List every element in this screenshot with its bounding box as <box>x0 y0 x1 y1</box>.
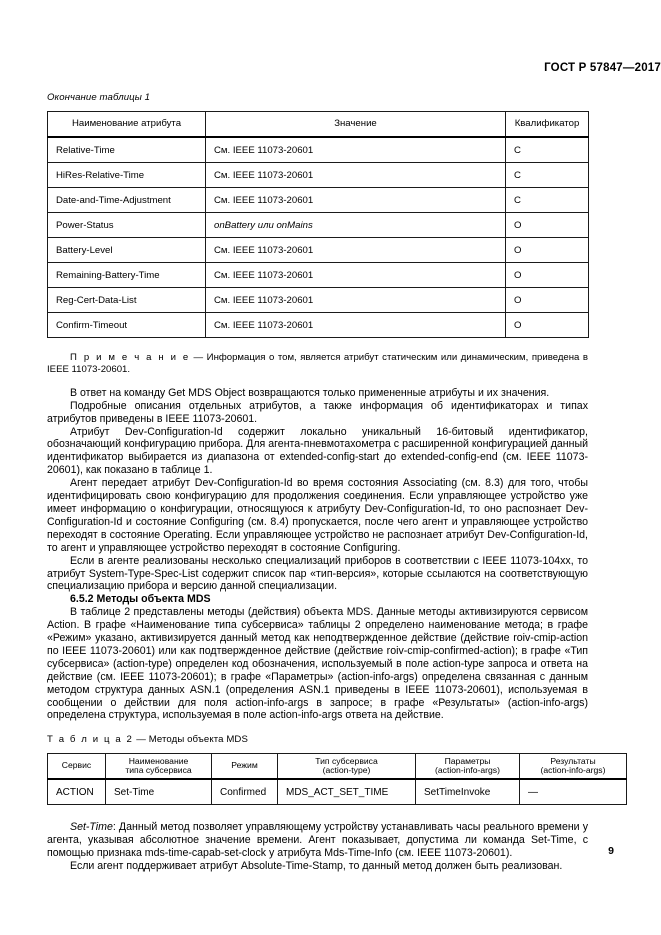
cell-attribute-value: onBattery или onMains <box>206 213 506 238</box>
table1-note <box>47 352 588 377</box>
paragraph-table2-description: В таблице 2 представлены методы (действия) объекта MDS. Данные методы активизируются сервисом Action. В графе «Наименование типа субсервиса» таблицы 2 определено наименование метода; в графе «Режим» указано, активизируется данный метод как неподтвержденное действие (действие roiv-cmip-action по IEEE 11073-20601) или как подтвержденное действие (действие roiv-cmip-confirmed-action); в графе «Тип субсервиса» (action-type) определен код обозначения, используемый в поле action-type запроса и ответа на действие (см. IEEE 11073-20601); в графе «Параметры» (action-info-args) определена связанная с данным методом структура данных ASN.1 (определения ASN.1 приведены в IEEE 11073-20601), используемая в сообщении о действии для поля action-info-args в запросе; в графе «Результаты» (action-info-args) определена структура, используемая в поле action-info-args ответа на действие. <box>47 606 588 722</box>
cell-attribute-qualifier: O <box>506 288 589 313</box>
cell-attribute-value: См. IEEE 11073-20601 <box>206 163 506 188</box>
cell-attribute-name: Confirm-Timeout <box>48 313 206 338</box>
table2-header-cell-3: Тип субсервиса (action-type) <box>278 754 416 780</box>
table-row <box>48 313 589 338</box>
table1-header-qualifier: Квалификатор <box>506 112 589 138</box>
table-row <box>48 779 627 805</box>
cell-attribute-value: См. IEEE 11073-20601 <box>206 238 506 263</box>
cell-attribute-qualifier: C <box>506 137 589 163</box>
table2-caption-text: — Методы объекта MDS <box>136 734 248 746</box>
set-time-text: : Данный метод позволяет управляющему устройству устанавливать часы реального времени у агента, указывая абсолютное значение времени. Агент показывает, допустима ли команда Set-Time, с помощью признака mds-time-capab-set-clock у атрибута Mds-Time-Info (см. IEEE 11073-20601). <box>47 821 588 860</box>
table2-header-cell-2: Режим <box>212 754 278 780</box>
paragraph-system-type-spec-list: Если в агенте реализованы несколько специализаций приборов в соответствии с IEEE 11073-104xx, то атрибут System-Type-Spec-List содержит список пар «тип-версия», которые ссылаются на соответствующую специализацию прибора и версию данной специализации. <box>47 554 588 593</box>
table1-header-row <box>48 112 589 138</box>
table-mds-attributes <box>47 111 589 338</box>
cell-attribute-name: Relative-Time <box>48 137 206 163</box>
note-label: П р и м е ч а н и е <box>70 352 190 363</box>
paragraph-agent-associating: Агент передает атрибут Dev-Configuration-Id во время состояния Associating (см. 8.3) для того, чтобы идентифицировать свою конфигурацию для продолжения соединения. Если управляющее устройство уже имеет информацию о конфигурации, относящуюся к атрибуту Dev-Configuration-Id, то оно распознает Dev-Configuration-Id и состояние Configuring (см. 8.4) пропускается, после чего агент и управляющее устройство переходят в состояние Operating. Если управляющее устройство не распознает атрибут Dev-Configuration-Id, то агент и управляющее устройство переходят в состояние Configuring. <box>47 477 588 554</box>
paragraph-get-mds-object: В ответ на команду Get MDS Object возвращаются только примененные атрибуты и их значения. <box>70 386 550 399</box>
table-row <box>48 137 589 163</box>
cell-attribute-qualifier: O <box>506 263 589 288</box>
note-dash: — <box>193 352 204 363</box>
table-row <box>48 238 589 263</box>
cell-attribute-name: Battery-Level <box>48 238 206 263</box>
cell-attribute-qualifier: O <box>506 238 589 263</box>
cell-subservice-type: MDS_ACT_SET_TIME <box>278 779 416 805</box>
table2-header-cell-5: Результаты (action-info-args) <box>520 754 627 780</box>
table-mds-methods <box>47 753 627 805</box>
cell-attribute-qualifier: C <box>506 188 589 213</box>
running-head: ГОСТ Р 57847—2017 <box>544 62 661 74</box>
cell-attribute-qualifier: O <box>506 213 589 238</box>
paragraph-set-time <box>47 821 588 860</box>
cell-attribute-name: Date-and-Time-Adjustment <box>48 188 206 213</box>
table-row <box>48 163 589 188</box>
cell-attribute-name: Power-Status <box>48 213 206 238</box>
page-number: 9 <box>608 845 614 857</box>
cell-service: ACTION <box>48 779 106 805</box>
table2-header-cell-4: Параметры (action-info-args) <box>416 754 520 780</box>
paragraph-absolute-time-stamp: Если агент поддерживает атрибут Absolute-Time-Stamp, то данный метод должен быть реализован. <box>70 860 563 873</box>
table1-caption: Окончание таблицы 1 <box>47 92 151 103</box>
cell-mode: Confirmed <box>212 779 278 805</box>
table1-header-attribute: Наименование атрибута <box>48 112 206 138</box>
table-row <box>48 213 589 238</box>
table2-header-cell-0: Сервис <box>48 754 106 780</box>
cell-attribute-value: См. IEEE 11073-20601 <box>206 188 506 213</box>
table2-header-cell-1: Наименование типа субсервиса <box>106 754 212 780</box>
cell-attribute-value: См. IEEE 11073-20601 <box>206 288 506 313</box>
note-text: Информация о том, является атрибут статическим или динамическим, приведена в IEEE 11073-20601. <box>47 352 589 376</box>
table-row <box>48 188 589 213</box>
cell-parameters: SetTimeInvoke <box>416 779 520 805</box>
paragraph-attribute-descriptions: Подробные описания отдельных атрибутов, а также информация об идентификаторах и типах атрибутов приведены в IEEE 11073-20601. <box>47 399 588 425</box>
cell-attribute-name: Reg-Cert-Data-List <box>48 288 206 313</box>
section-heading-6-5-2: 6.5.2 Методы объекта MDS <box>70 593 211 606</box>
cell-subservice-name: Set-Time <box>106 779 212 805</box>
table-row <box>48 263 589 288</box>
table2-header-row <box>48 754 627 780</box>
cell-attribute-qualifier: O <box>506 313 589 338</box>
cell-attribute-qualifier: C <box>506 163 589 188</box>
cell-attribute-value: См. IEEE 11073-20601 <box>206 137 506 163</box>
table2-caption <box>47 734 588 745</box>
page-content <box>47 92 606 873</box>
cell-attribute-value: См. IEEE 11073-20601 <box>206 263 506 288</box>
table1-header-value: Значение <box>206 112 506 138</box>
paragraph-dev-configuration-id: Атрибут Dev-Configuration-Id содержит локально уникальный 16-битовый идентификатор, обозначающий конфигурацию прибора. Для агента-пневмотахометра с расширенной конфигурацией данный идентификатор выбирается из диапазона от extended-config-start до extended-config-end (см. IEEE 11073-20601), как показано в таблице 1. <box>47 425 588 477</box>
table-row <box>48 288 589 313</box>
set-time-term: Set-Time <box>70 821 113 834</box>
cell-results: — <box>520 779 627 805</box>
cell-attribute-value: См. IEEE 11073-20601 <box>206 313 506 338</box>
cell-attribute-name: Remaining-Battery-Time <box>48 263 206 288</box>
cell-attribute-name: HiRes-Relative-Time <box>48 163 206 188</box>
table2-caption-label: Т а б л и ц а 2 <box>47 734 134 746</box>
